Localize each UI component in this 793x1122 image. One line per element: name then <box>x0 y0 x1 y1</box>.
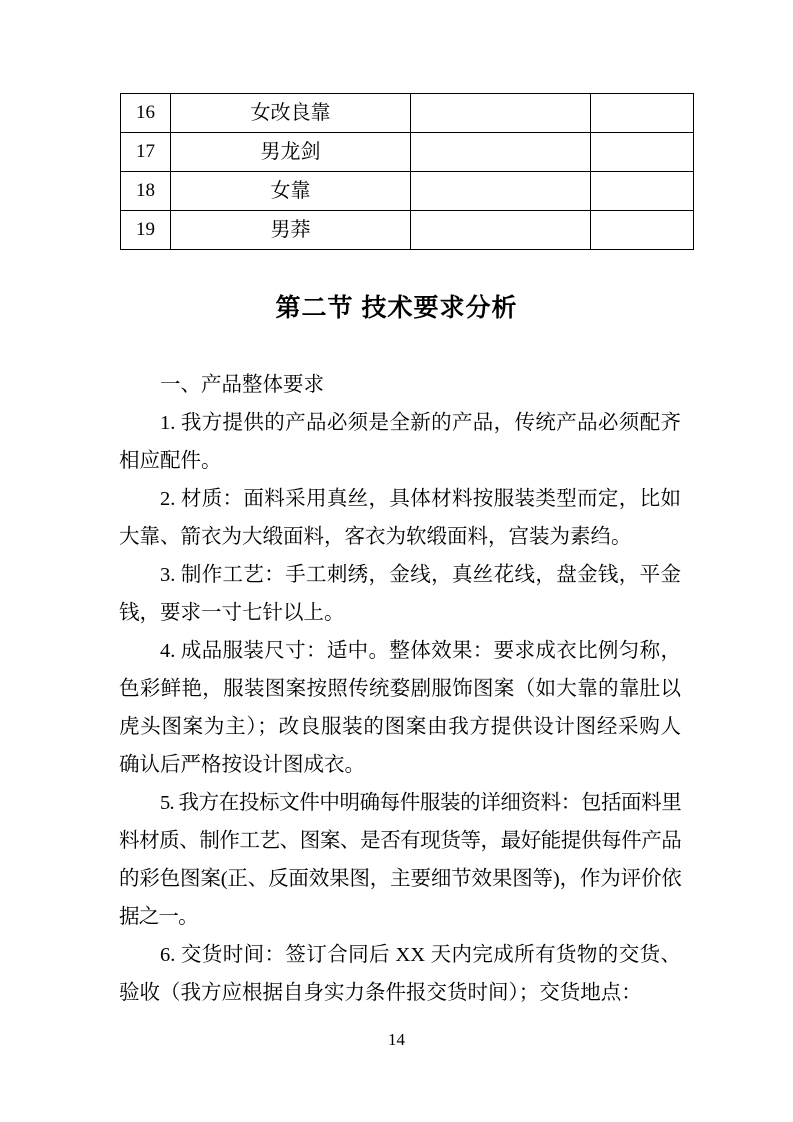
page-number: 14 <box>388 1030 405 1049</box>
paragraph-3: 3. 制作工艺：手工刺绣，金线，真丝花线，盘金钱，平金钱，要求一寸七针以上。 <box>119 564 681 624</box>
table-row <box>121 211 694 250</box>
table-cell-blank-b <box>591 172 694 211</box>
body-content <box>119 366 681 1012</box>
table-row <box>121 133 694 172</box>
table-cell-number: 18 <box>121 172 171 211</box>
subsection-heading: 一、产品整体要求 <box>160 374 324 396</box>
table-body <box>121 94 694 250</box>
paragraph-5: 5. 我方在投标文件中明确每件服装的详细资料：包括面料里料材质、制作工艺、图案、是否有现货等，最好能提供每件产品的彩色图案(正、反面效果图，主要细节效果图等)，作为评价依据之一。 <box>119 792 681 928</box>
table-cell-blank-b <box>591 211 694 250</box>
table-cell-name: 女改良靠 <box>171 94 411 133</box>
table-cell-blank-a <box>411 94 591 133</box>
table-cell-name: 男龙剑 <box>171 133 411 172</box>
table-cell-blank-a <box>411 133 591 172</box>
table-cell-blank-b <box>591 133 694 172</box>
paragraph-4: 4. 成品服装尺寸：适中。整体效果：要求成衣比例匀称，色彩鲜艳，服装图案按照传统婺剧服饰图案（如大靠的靠肚以虎头图案为主）；改良服装的图案由我方提供设计图经采购人确认后严格按设计图成衣。 <box>119 640 681 776</box>
table-cell-number: 16 <box>121 94 171 133</box>
table-cell-blank-b <box>591 94 694 133</box>
section-heading: 第二节 技术要求分析 <box>275 294 518 322</box>
table-cell-blank-a <box>411 211 591 250</box>
table-cell-name: 女靠 <box>171 172 411 211</box>
table-cell-blank-a <box>411 172 591 211</box>
table-cell-number: 17 <box>121 133 171 172</box>
specification-table-container <box>120 93 673 250</box>
paragraph-1: 1. 我方提供的产品必须是全新的产品，传统产品必须配齐相应配件。 <box>119 412 681 472</box>
table-row <box>121 172 694 211</box>
paragraph-2: 2. 材质：面料采用真丝，具体材料按服装类型而定，比如大靠、箭衣为大缎面料，客衣为软缎面料，宫装为素绉。 <box>119 488 681 548</box>
paragraph-6: 6. 交货时间：签订合同后 XX 天内完成所有货物的交货、验收（我方应根据自身实力条件报交货时间）；交货地点： <box>119 944 681 1004</box>
table-row <box>121 94 694 133</box>
specification-table <box>120 93 694 250</box>
table-cell-number: 19 <box>121 211 171 250</box>
table-cell-name: 男莽 <box>171 211 411 250</box>
